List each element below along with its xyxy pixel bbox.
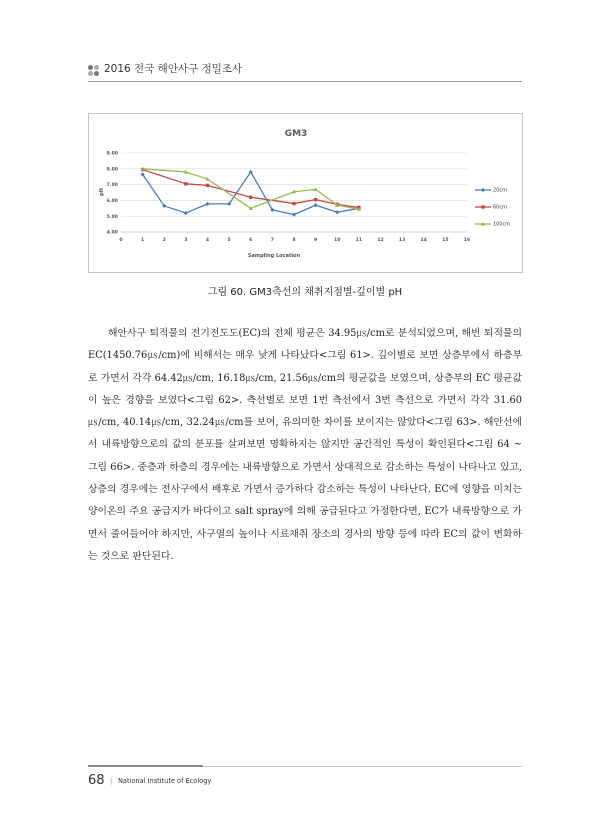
page-number: 68: [88, 773, 105, 788]
data-point: [249, 196, 252, 199]
y-tick-label: 6.00: [106, 199, 118, 204]
series-60cm: [141, 168, 361, 209]
header-rule: [88, 81, 522, 82]
running-header: [88, 62, 522, 84]
body-paragraph: 해안사구 퇴적물의 전기전도도(EC)의 전체 평균은 34.95㎲/cm로 분석되었으며, 해빈 퇴적물의 EC(1450.76㎲/cm)에 비해서는 매우 낮게 나타났다<그림 61>. 깊이별로 보면 상층부에서 하층부로 가면서 각각 64.42㎲/cm, 16.18㎲/cm, 21.56㎲/cm의 평균값을 보였으며, 상층부의 EC 평균값이 높은 경향을 보였다<그림 62>. 측선별로 보면 1번 측선에서 3번 측선으로 가면서 각각 31.60㎲/cm, 40.14㎲/cm, 32.24㎲/cm를 보여, 유의미한 차이를 보이지는 않았다<그림 63>. 해안선에서 내륙방향으로의 값의 분포를 살펴보면 명확하지는 않지만 공간적인 특성이 확인된다<그림 64 ~ 그림 66>. 중층과 하층의 경우에는 내륙방향으로 가면서 상대적으로 감소하는 특성이 나타나고 있고, 상층의 경우에는 전사구에서 배후로 가면서 증가하다 감소하는 특성이 나타난다. EC에 영향을 미치는 양이온의 주요 공급지가 바다이고 salt spray에 의해 공급된다고 가정한다면, EC가 내륙방향으로 가면서 줄어들어야 하지만, 사구열의 높이나 시료채취 장소의 경사의 방향 등에 따라 EC의 값이 변화하는 것으로 판단된다.: [88, 328, 522, 562]
footer-separator: |: [110, 777, 113, 785]
y-tick-label: 5.00: [106, 214, 118, 220]
x-tick-label: 8: [292, 238, 296, 243]
y-tick-label: 8.00: [106, 167, 118, 173]
x-tick-label: 12: [377, 238, 384, 243]
y-tick-label: 9.00: [106, 151, 118, 157]
figure-caption: 그림 60. GM3측선의 채취지점별-깊이별 pH: [207, 287, 403, 298]
legend-item-60cm: [475, 205, 507, 211]
data-point: [184, 211, 188, 215]
data-point: [335, 210, 339, 214]
data-point: [481, 188, 485, 192]
x-axis-label: Sampling Location: [247, 253, 301, 259]
chart-grid: [121, 153, 467, 216]
chart-legend: [475, 188, 510, 228]
header-title: 2016 전국 해안사구 정밀조사: [104, 63, 243, 75]
x-tick-label: 9: [314, 238, 318, 243]
legend-item-100cm: [475, 222, 510, 228]
data-point: [205, 202, 209, 206]
x-tick-label: 1: [141, 238, 145, 243]
header-bullet-icon: [88, 65, 100, 77]
page-footer: [88, 760, 522, 790]
x-tick-label: 4: [205, 238, 210, 243]
x-tick-label: 7: [270, 238, 274, 243]
chart-series: [141, 167, 361, 217]
data-point: [314, 203, 318, 207]
footer-organization: National Institute of Ecology: [118, 777, 212, 785]
data-point: [314, 198, 317, 201]
y-axis-label: pH: [99, 188, 105, 196]
x-tick-label: 5: [227, 238, 231, 243]
x-tick-label: 14: [420, 238, 427, 243]
legend-label: 100cm: [493, 221, 511, 228]
x-tick-label: 6: [249, 238, 253, 243]
x-tick-label: 0: [119, 238, 123, 243]
data-point: [292, 202, 295, 205]
data-point: [481, 205, 484, 208]
x-tick-label: 3: [184, 238, 188, 243]
footer-rule: [203, 766, 522, 767]
ph-chart: [88, 113, 523, 273]
legend-label: 60cm: [493, 204, 507, 211]
data-point: [206, 184, 209, 187]
y-tick-label: 7.00: [106, 183, 118, 189]
body-text: [88, 323, 522, 568]
x-tick-label: 16: [463, 238, 471, 243]
legend-label: 20cm: [493, 187, 507, 194]
y-tick-label: 4.00: [106, 230, 118, 236]
chart-canvas: [89, 114, 522, 272]
chart-axes: [107, 151, 471, 243]
legend-item-20cm: [475, 188, 507, 194]
series-line: [143, 170, 359, 208]
x-tick-label: 15: [442, 238, 449, 243]
x-tick-label: 11: [355, 238, 363, 243]
x-tick-label: 2: [162, 238, 166, 243]
chart-title: GM3: [284, 129, 308, 139]
footer-rule-accent: [88, 765, 203, 767]
x-tick-label: 10: [334, 238, 341, 243]
x-tick-label: 13: [398, 238, 406, 243]
series-line: [143, 169, 359, 209]
data-point: [184, 182, 187, 185]
